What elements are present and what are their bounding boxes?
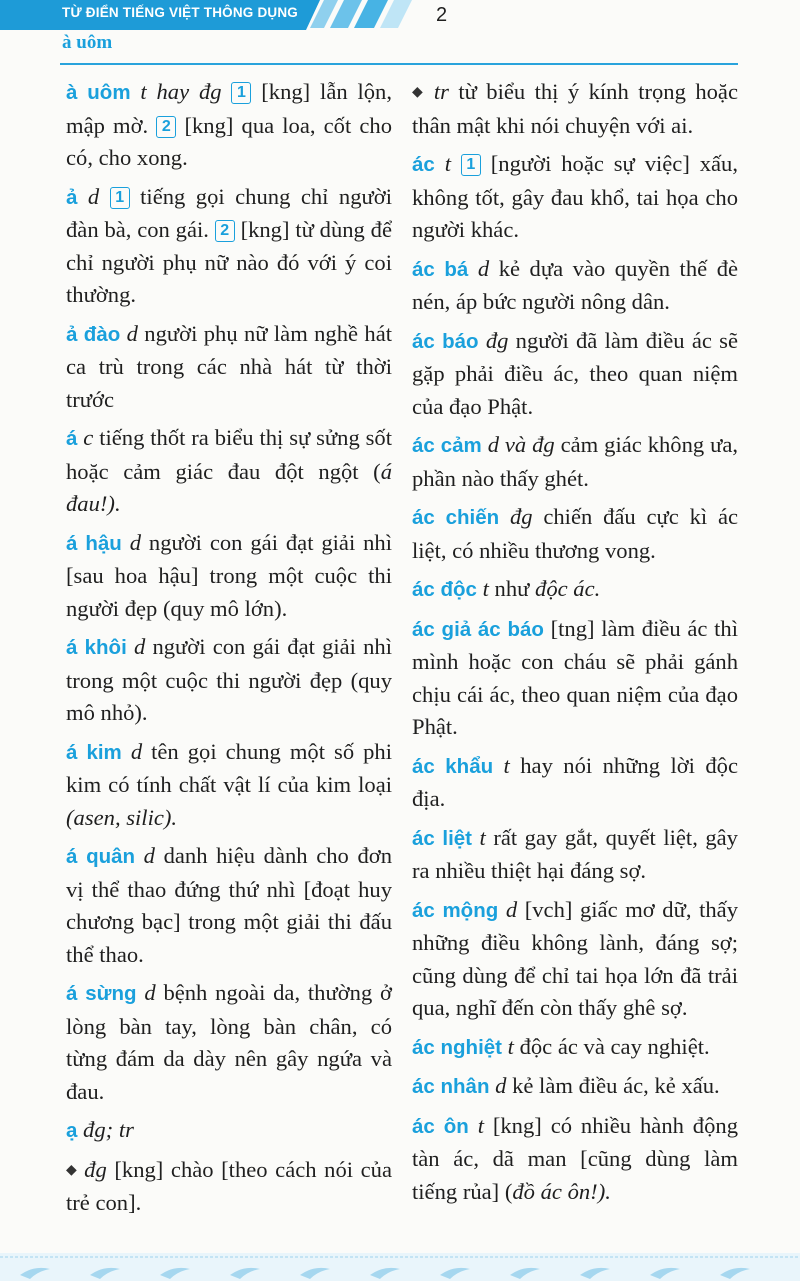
headword: ả đào bbox=[66, 322, 121, 346]
dictionary-entry bbox=[412, 750, 738, 816]
definition-text: [kng] chào [theo cách nói của trẻ con]. bbox=[66, 1156, 392, 1215]
italic-text: c bbox=[77, 425, 100, 450]
headword: ác báo bbox=[412, 329, 479, 353]
italic-text: t bbox=[476, 576, 495, 601]
definition-text: tiếng thốt ra biểu thị sự sửng sốt hoặc cảm giác đau đột ngột ( bbox=[66, 425, 392, 484]
right-column bbox=[412, 76, 738, 1214]
headword: ác liệt bbox=[412, 826, 472, 850]
definition-text: người phụ nữ làm nghề hát ca trù trong các nhà hát từ thời trước bbox=[66, 320, 393, 412]
dictionary-entry bbox=[66, 1114, 392, 1148]
dictionary-entry bbox=[412, 822, 738, 888]
italic-text: d bbox=[468, 255, 499, 281]
italic-text: đg bbox=[478, 327, 516, 353]
definition-text: tiếng gọi chung chỉ người đàn bà, con gái. bbox=[66, 183, 392, 242]
dictionary-entry bbox=[412, 429, 738, 495]
dictionary-entry bbox=[412, 1110, 738, 1209]
italic-text: d bbox=[120, 320, 145, 346]
italic-text: á đau!). bbox=[66, 458, 392, 516]
headword: ả bbox=[66, 185, 78, 209]
headword: á khôi bbox=[66, 636, 127, 659]
headword: ác bbox=[412, 153, 435, 176]
italic-text: d bbox=[126, 634, 153, 659]
definition-text: [kng] có nhiều hành động tàn ác, dã man [cũng dùng làm tiếng rủa] ( bbox=[412, 1112, 738, 1204]
dictionary-entry bbox=[66, 422, 392, 521]
definition-text: kẻ dựa vào quyền thế đè nén, áp bức người nông dân. bbox=[412, 255, 739, 314]
italic-text: (asen, silic). bbox=[66, 804, 178, 830]
headword: á kim bbox=[66, 740, 122, 764]
italic-text: t hay đg bbox=[130, 79, 232, 104]
definition-text: [kng] qua loa, cốt cho có, cho xong. bbox=[66, 112, 392, 170]
definition-text: [kng] từ dùng để chỉ người phụ nữ nào đó với ý coi thường. bbox=[66, 217, 392, 307]
headword: ác giả ác báo bbox=[412, 617, 544, 641]
headword: á hậu bbox=[66, 531, 122, 555]
definition-text: như bbox=[494, 576, 536, 601]
dictionary-entry bbox=[66, 631, 392, 730]
definition-text: [vch] giấc mơ dữ, thấy những điều không lành, đáng sợ; cũng dùng để chỉ tai họa lớn đã trải qua, nghĩ đến còn thấy ghê sợ. bbox=[412, 896, 738, 1020]
definition-text: chiến đấu cực kì ác liệt, có nhiều thương vong. bbox=[412, 504, 738, 563]
headword: ác ôn bbox=[412, 1114, 469, 1138]
definition-text: [người hoặc sự việc] xấu, không tốt, gây đau khổ, tai họa cho người khác. bbox=[412, 151, 739, 242]
italic-text: t bbox=[502, 1033, 520, 1059]
left-column bbox=[66, 76, 392, 1226]
dictionary-entry bbox=[412, 76, 738, 142]
definition-text: độc ác và cay nghiệt. bbox=[519, 1033, 710, 1059]
definition-text: người đã làm điều ác sẽ gặp phải điều ác, theo quan niệm của đạo Phật. bbox=[412, 327, 738, 419]
italic-text: d bbox=[136, 980, 164, 1005]
definition-text: người con gái đạt giải nhì trong một cuộc thi người đẹp (quy mô nhỏ). bbox=[66, 634, 393, 725]
dictionary-entry bbox=[412, 613, 738, 744]
dictionary-entry bbox=[412, 253, 738, 319]
headword: ác mộng bbox=[412, 898, 499, 922]
dictionary-entry bbox=[66, 840, 392, 971]
diamond-bullet-icon: ◆ bbox=[66, 1162, 85, 1178]
sense-number: 2 bbox=[156, 116, 176, 138]
sense-number: 2 bbox=[215, 220, 235, 242]
dictionary-entry bbox=[412, 1031, 738, 1065]
dictionary-entry bbox=[66, 527, 392, 626]
italic-text: d bbox=[489, 1073, 513, 1098]
definition-text: hay nói những lời độc địa. bbox=[412, 752, 738, 811]
definition-text: [kng] lẫn lộn, mập mờ. bbox=[66, 79, 392, 138]
sense-number: 1 bbox=[231, 82, 251, 104]
dictionary-entry bbox=[66, 977, 392, 1108]
italic-text: d bbox=[121, 738, 152, 764]
dictionary-entry bbox=[412, 325, 738, 424]
italic-text: đg bbox=[499, 504, 544, 529]
headword: ác khẩu bbox=[412, 754, 494, 778]
running-head: à uôm bbox=[62, 32, 113, 53]
italic-text: t bbox=[434, 151, 461, 176]
dictionary-entry bbox=[66, 181, 392, 312]
italic-text: t bbox=[468, 1112, 493, 1138]
page-number: 2 bbox=[436, 4, 448, 26]
header-rule bbox=[60, 63, 738, 65]
headword: ạ bbox=[66, 1119, 78, 1142]
definition-text: bệnh ngoài da, thường ở lòng bàn tay, lòng bàn chân, có từng đám da dày nên gây ngứa và đau. bbox=[66, 980, 393, 1104]
footer-decoration bbox=[0, 1253, 800, 1281]
definition-text: cảm giác không ưa, phần nào thấy ghét. bbox=[412, 432, 738, 491]
definition-text: danh hiệu dành cho đơn vị thể thao đứng thứ nhì [đoạt huy chương bạc] trong một giải thi đấu thể thao. bbox=[66, 843, 392, 967]
dictionary-entry bbox=[412, 894, 738, 1025]
headword: ác nghiệt bbox=[412, 1035, 502, 1059]
dictionary-entry bbox=[412, 1070, 738, 1104]
headword: à uôm bbox=[66, 81, 131, 104]
headword: ác cảm bbox=[412, 434, 482, 457]
definition-text: người con gái đạt giải nhì [sau hoa hậu] trong một cuộc thi người đẹp (quy mô lớn). bbox=[66, 529, 393, 621]
sense-number: 1 bbox=[461, 154, 481, 176]
dictionary-entry bbox=[66, 1154, 392, 1220]
definition-text: từ biểu thị ý kính trọng hoặc thân mật khi nói chuyện với ai. bbox=[412, 79, 738, 138]
definition-text: tên gọi chung một số phi kim có tính chất vật lí của kim loại bbox=[66, 738, 393, 797]
dictionary-entry bbox=[412, 501, 738, 567]
italic-text: d bbox=[121, 529, 149, 555]
italic-text: t bbox=[472, 824, 494, 850]
dictionary-entry bbox=[66, 318, 392, 417]
italic-text: t bbox=[493, 752, 521, 778]
headword: ác nhân bbox=[412, 1075, 490, 1098]
headword: ác độc bbox=[412, 578, 477, 601]
italic-text: d bbox=[498, 896, 525, 922]
italic-text: d và đg bbox=[481, 432, 561, 457]
italic-text: d bbox=[135, 843, 164, 868]
headword: ác bá bbox=[412, 257, 469, 281]
italic-text: đg; tr bbox=[77, 1117, 134, 1142]
italic-text: tr bbox=[433, 79, 459, 104]
headword: á bbox=[66, 427, 78, 450]
italic-text: đồ ác ôn!). bbox=[512, 1178, 611, 1204]
italic-text: d bbox=[77, 183, 110, 209]
italic-text: độc ác. bbox=[535, 576, 601, 601]
book-title: TỪ ĐIỂN TIẾNG VIỆT THÔNG DỤNG bbox=[62, 5, 299, 20]
dictionary-entry bbox=[66, 736, 392, 835]
dictionary-entry bbox=[66, 76, 392, 175]
italic-text: đg bbox=[84, 1156, 115, 1182]
dictionary-entry bbox=[412, 573, 738, 607]
headword: á sừng bbox=[66, 982, 137, 1005]
definition-text: rất gay gắt, quyết liệt, gây ra nhiều thiệt hại đáng sợ. bbox=[412, 824, 738, 883]
definition-text: kẻ làm điều ác, kẻ xấu. bbox=[512, 1073, 720, 1098]
diamond-bullet-icon: ◆ bbox=[412, 85, 434, 100]
dictionary-entry bbox=[412, 148, 738, 247]
headword: ác chiến bbox=[412, 506, 500, 529]
definition-text: [tng] làm điều ác thì mình hoặc con cháu sẽ phải gánh chịu cái ác, theo quan niệm của đạo Phật. bbox=[412, 615, 738, 739]
sense-number: 1 bbox=[110, 187, 130, 209]
headword: á quân bbox=[66, 845, 136, 868]
